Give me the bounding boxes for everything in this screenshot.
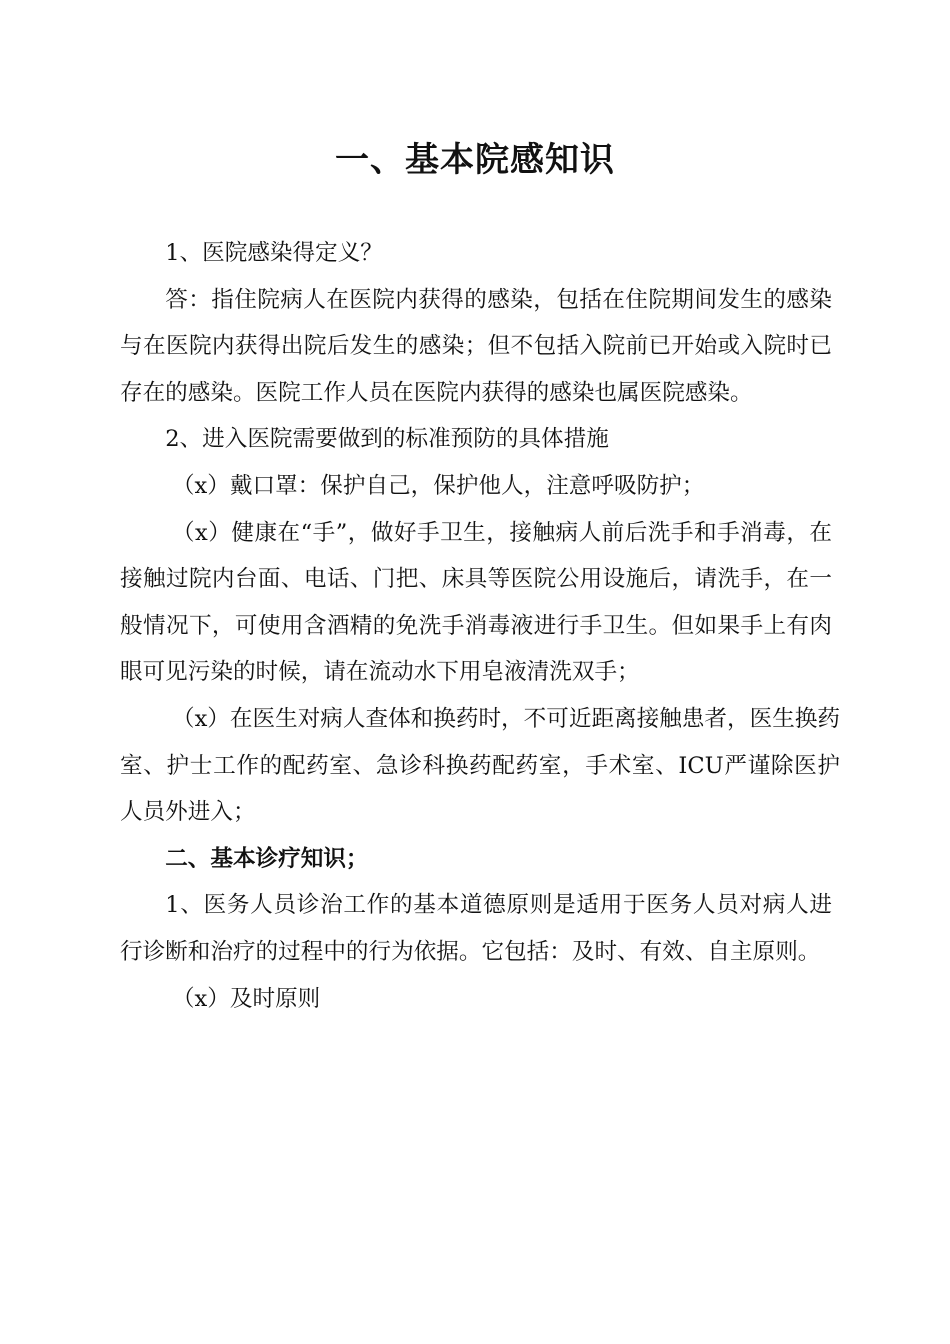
ethics-principle: 1、医务人员诊治工作的基本道德原则是适用于医务人员对病人进行诊断和治疗的过程中的行为依据。它包括：及时、有效、自主原则。 xyxy=(120,892,832,965)
answer-1: 答：指住院病人在医院内获得的感染，包括在住院期间发生的感染与在医院内获得出院后发生的感染；但不包括入院前已开始或入院时已存在的感染。医院工作人员在医院内获得的感染也属医院感染。 xyxy=(120,286,832,406)
question-2: 2、进入医院需要做到的标准预防的具体措施 xyxy=(165,426,609,453)
question-1: 1、医院感染得定义？ xyxy=(165,240,383,266)
measure-mask: （x）戴口罩：保护自己，保护他人，注意呼吸防护； xyxy=(171,472,705,499)
document-title: 一、基本院感知识 xyxy=(335,140,615,180)
section-heading-2: 二、基本诊疗知识； xyxy=(165,845,369,872)
measure-hand-hygiene: （x）健康在“手”，做好手卫生，接触病人前后洗手和手消毒，在接触过院内台面、电话、门把、床具等医院公用设施后，请洗手，在一般情况下，可使用含酒精的免洗手消毒液进行手卫生。但如果手上有肉眼可见污染的时候，请在流动水下用皂液清洗双手； xyxy=(120,519,832,686)
timely-principle: （x）及时原则 xyxy=(171,985,321,1012)
document-body xyxy=(120,230,840,1022)
measure-restricted-areas: （x）在医生对病人查体和换药时，不可近距离接触患者，医生换药室、护士工作的配药室、急诊科换药配药室，手术室、ICU严谨除医护人员外进入； xyxy=(120,705,840,826)
